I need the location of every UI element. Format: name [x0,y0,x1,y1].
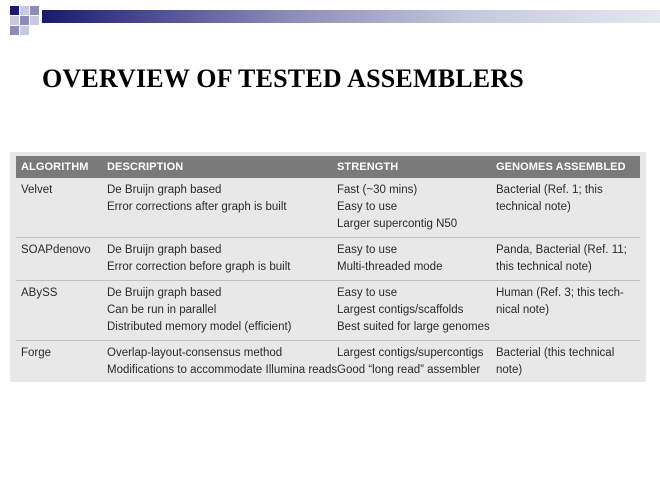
genomes-line: nical note) [496,304,550,316]
genomes-line: this technical note) [496,261,592,273]
strength-line: Good “long read” assembler [337,364,481,376]
strength-cell [332,341,491,384]
table-row [16,178,640,238]
description-line: Distributed memory model (efficient) [107,321,292,333]
decor-square [30,16,39,25]
table-header-row [16,156,640,178]
decor-square [20,26,29,35]
description-cell [102,238,332,281]
description-line: Can be run in parallel [107,304,217,316]
header-description: DESCRIPTION [102,156,332,178]
description-line: Overlap-layout-consensus method [107,347,283,359]
strength-cell [332,178,491,238]
strength-line: Largest contigs/scaffolds [337,304,464,316]
description-line: De Bruijn graph based [107,244,222,256]
description-line: Error correction before graph is built [107,261,291,273]
genomes-cell [491,341,640,384]
strength-cell [332,281,491,341]
header-strength: STRENGTH [332,156,491,178]
header-algorithm: ALGORITHM [16,156,102,178]
strength-line: Best suited for large genomes [337,321,490,333]
algorithm-cell: ABySS [16,281,102,341]
decor-square [20,6,29,15]
slide-title: OVERVIEW OF TESTED ASSEMBLERS [42,64,524,93]
genomes-cell [491,281,640,341]
algorithm-cell: Velvet [16,178,102,238]
description-line: De Bruijn graph based [107,287,222,299]
decor-square [10,6,19,15]
decor-square [30,6,39,15]
strength-line: Fast (~30 mins) [337,184,418,196]
strength-line: Largest contigs/supercontigs [337,347,484,359]
genomes-line: Bacterial (Ref. 1; this [496,184,603,196]
strength-line: Multi-threaded mode [337,261,443,273]
description-cell [102,178,332,238]
header-gradient-bar [42,10,660,23]
decor-square [10,16,19,25]
genomes-cell [491,238,640,281]
strength-cell [332,238,491,281]
table-row [16,341,640,384]
description-line: De Bruijn graph based [107,184,222,196]
algorithm-cell: SOAPdenovo [16,238,102,281]
table-row [16,238,640,281]
strength-line: Larger supercontig N50 [337,218,458,230]
description-line: Modifications to accommodate Illumina reads [107,364,338,376]
strength-line: Easy to use [337,244,398,256]
genomes-line: technical note) [496,201,571,213]
genomes-line: Human (Ref. 3; this tech- [496,287,624,299]
description-cell [102,341,338,384]
genomes-line: note) [496,364,523,376]
genomes-cell [491,178,640,238]
strength-line: Easy to use [337,201,398,213]
strength-line: Easy to use [337,287,398,299]
slide-decoration [0,0,660,40]
description-cell [102,281,332,341]
genomes-line: Bacterial (this technical [496,347,615,359]
decor-square [10,26,19,35]
table-row [16,281,640,341]
header-genomes-assembled: GENOMES ASSEMBLED [491,156,640,178]
assemblers-table-panel [10,152,646,382]
genomes-line: Panda, Bacterial (Ref. 11; [496,244,627,256]
description-line: Error corrections after graph is built [107,201,287,213]
algorithm-cell: Forge [21,347,52,359]
decor-square [20,16,29,25]
assemblers-table [16,156,640,383]
